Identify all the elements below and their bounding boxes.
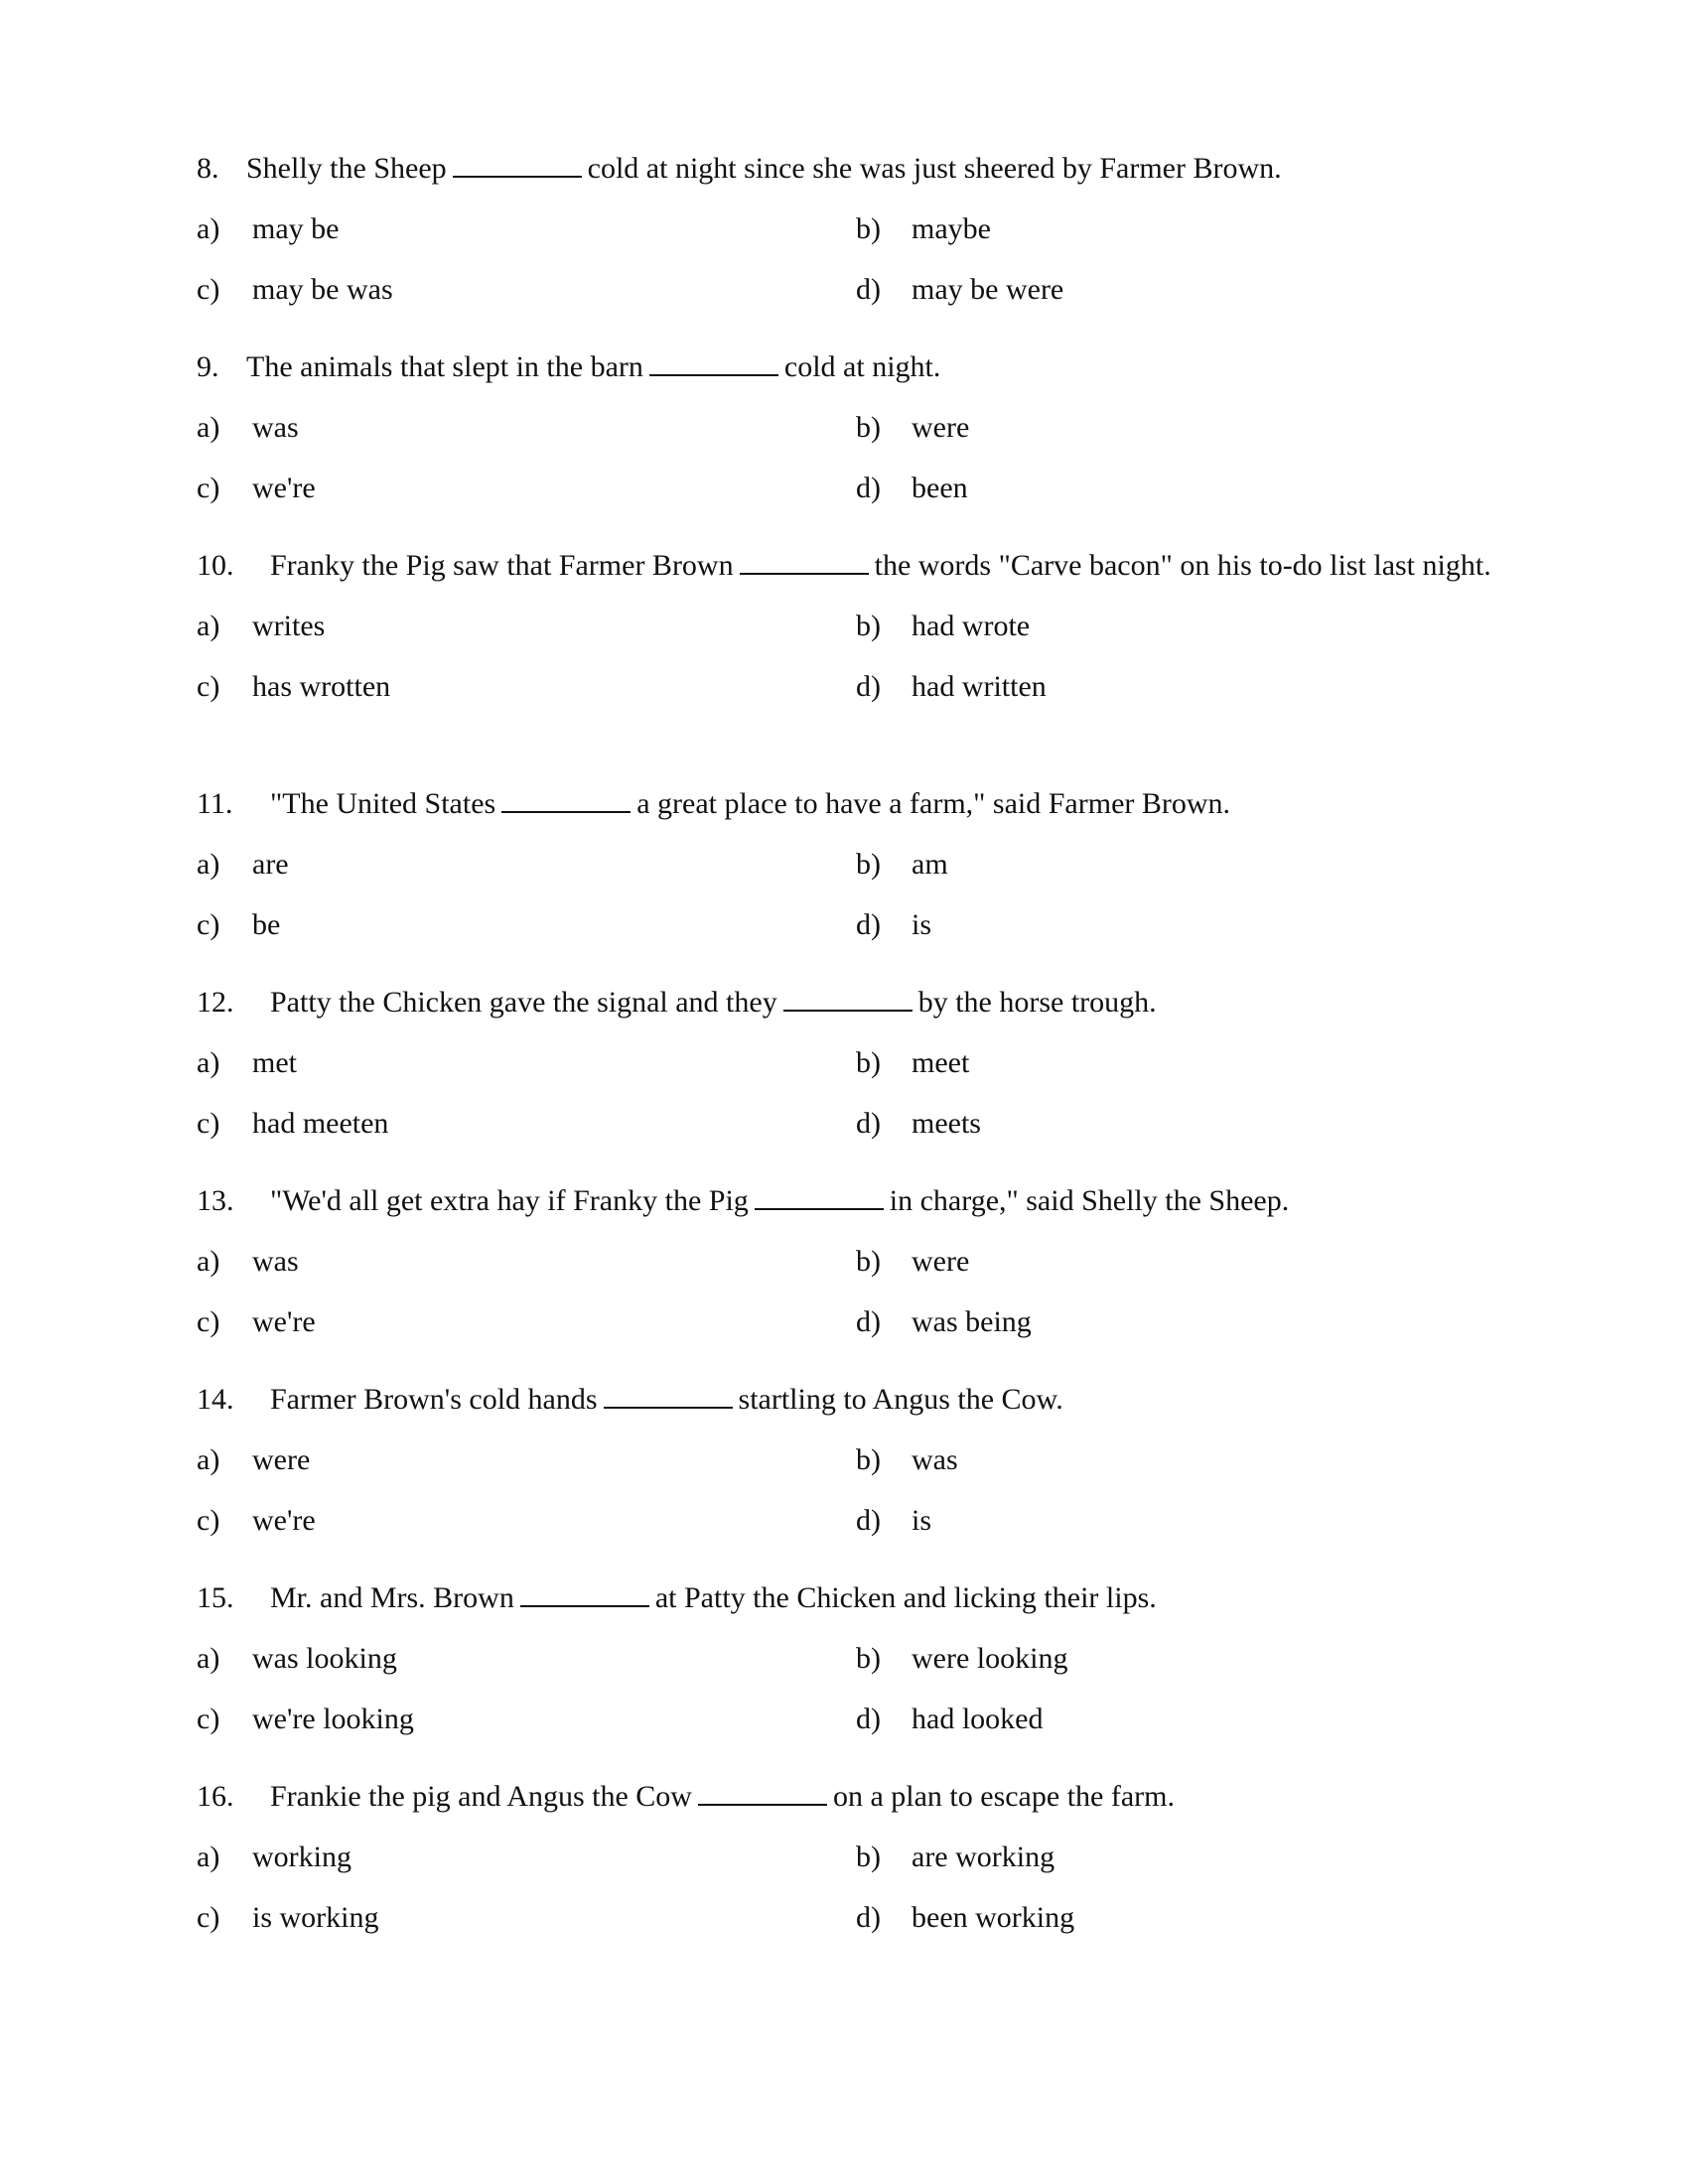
option-letter: c) <box>197 1703 220 1735</box>
question-text-after: at Patty the Chicken and licking their lips. <box>654 1581 1157 1614</box>
option-text: were <box>912 411 970 444</box>
option-d[interactable] <box>856 1501 931 1540</box>
option-letter: a) <box>197 848 220 881</box>
option-text: am <box>912 848 948 881</box>
option-text: had wrote <box>912 610 1031 642</box>
option-a[interactable] <box>197 607 325 645</box>
option-c[interactable] <box>197 905 280 944</box>
question-text-after: cold at night. <box>783 350 941 383</box>
answer-blank <box>604 1381 733 1409</box>
option-letter: a) <box>197 610 220 642</box>
question-11 <box>197 784 1507 966</box>
option-letter: a) <box>197 1841 220 1873</box>
answer-blank <box>783 984 913 1012</box>
option-text: are <box>252 848 289 881</box>
answer-options <box>197 1043 1507 1164</box>
option-letter: b) <box>856 411 881 444</box>
option-b[interactable] <box>856 408 969 447</box>
option-text: been <box>912 472 968 504</box>
option-b[interactable] <box>856 607 1030 645</box>
answer-options <box>197 845 1507 966</box>
option-letter: d) <box>856 670 881 703</box>
option-b[interactable] <box>856 1838 1055 1876</box>
answer-options <box>197 1242 1507 1363</box>
option-letter: c) <box>197 1504 220 1537</box>
option-text: may be were <box>912 273 1064 306</box>
option-text: is <box>912 908 932 941</box>
option-text: is <box>912 1504 932 1537</box>
question-number: 12. <box>197 986 234 1019</box>
option-text: be <box>252 908 281 941</box>
option-letter: c) <box>197 1901 220 1934</box>
option-letter: d) <box>856 1901 881 1934</box>
question-text-after: on a plan to escape the farm. <box>832 1780 1175 1813</box>
question-number: 16. <box>197 1780 234 1813</box>
option-text: was looking <box>252 1642 397 1675</box>
question-16 <box>197 1777 1507 1959</box>
option-text: were <box>252 1443 311 1476</box>
option-b[interactable] <box>856 209 991 248</box>
answer-options <box>197 1440 1507 1562</box>
option-a[interactable] <box>197 1639 397 1678</box>
option-text: may be was <box>252 273 393 306</box>
option-letter: c) <box>197 908 220 941</box>
option-d[interactable] <box>856 905 931 944</box>
answer-blank <box>501 785 631 813</box>
option-b[interactable] <box>856 1043 969 1082</box>
option-text: may be <box>252 212 340 245</box>
question-13 <box>197 1181 1507 1363</box>
option-a[interactable] <box>197 1043 297 1082</box>
option-text: was <box>252 411 299 444</box>
question-text-before: The animals that slept in the barn <box>246 350 643 383</box>
option-text: meet <box>912 1046 970 1079</box>
option-letter: b) <box>856 212 881 245</box>
question-14 <box>197 1380 1507 1562</box>
answer-options <box>197 607 1507 728</box>
option-letter: b) <box>856 848 881 881</box>
answer-options <box>197 1838 1507 1959</box>
option-letter: c) <box>197 472 220 504</box>
option-text: were looking <box>912 1642 1068 1675</box>
question-text-after: in charge," said Shelly the Sheep. <box>889 1184 1290 1217</box>
option-text: had looked <box>912 1703 1044 1735</box>
option-a[interactable] <box>197 1440 310 1479</box>
option-letter: a) <box>197 1642 220 1675</box>
option-letter: a) <box>197 1245 220 1278</box>
question-text-after: cold at night since she was just sheered by Farmer Brown. <box>587 152 1282 185</box>
answer-blank <box>453 150 582 178</box>
option-c[interactable] <box>197 1302 316 1341</box>
option-text: we're <box>252 472 316 504</box>
option-letter: b) <box>856 1046 881 1079</box>
option-letter: c) <box>197 273 220 306</box>
option-letter: d) <box>856 908 881 941</box>
option-d[interactable] <box>856 667 1047 706</box>
option-letter: b) <box>856 1642 881 1675</box>
question-text-before: "The United States <box>270 787 496 820</box>
option-letter: a) <box>197 1443 220 1476</box>
option-text: was being <box>912 1305 1032 1338</box>
option-letter: b) <box>856 1245 881 1278</box>
question-number: 14. <box>197 1383 234 1416</box>
option-text: we're <box>252 1305 316 1338</box>
question-text-after: by the horse trough. <box>917 986 1157 1019</box>
option-text: is working <box>252 1901 379 1934</box>
question-text-before: Patty the Chicken gave the signal and they <box>270 986 777 1019</box>
answer-blank <box>520 1579 649 1607</box>
question-text-after: the words "Carve bacon" on his to-do list last night. <box>874 549 1491 582</box>
option-letter: d) <box>856 1107 881 1140</box>
option-d[interactable] <box>856 469 968 507</box>
option-text: was <box>252 1245 299 1278</box>
question-9 <box>197 347 1507 529</box>
option-letter: a) <box>197 212 220 245</box>
option-letter: b) <box>856 610 881 642</box>
option-c[interactable] <box>197 1501 316 1540</box>
option-text: been working <box>912 1901 1075 1934</box>
option-text: writes <box>252 610 326 642</box>
answer-options <box>197 209 1507 331</box>
option-text: we're <box>252 1504 316 1537</box>
question-text-before: "We'd all get extra hay if Franky the Pig <box>270 1184 749 1217</box>
option-text: working <box>252 1841 352 1873</box>
question-number: 15. <box>197 1581 234 1614</box>
option-letter: a) <box>197 411 220 444</box>
option-text: was <box>912 1443 958 1476</box>
question-number: 11. <box>197 787 233 820</box>
question-text-before: Shelly the Sheep <box>246 152 447 185</box>
option-letter: c) <box>197 670 220 703</box>
option-c[interactable] <box>197 469 316 507</box>
question-number: 13. <box>197 1184 234 1217</box>
answer-blank <box>649 348 778 376</box>
option-c[interactable] <box>197 1898 379 1937</box>
option-c[interactable] <box>197 270 393 309</box>
option-text: met <box>252 1046 297 1079</box>
question-15 <box>197 1578 1507 1760</box>
answer-blank <box>740 547 869 575</box>
question-text-before: Mr. and Mrs. Brown <box>270 1581 514 1614</box>
answer-blank <box>755 1182 884 1210</box>
option-d[interactable] <box>856 1700 1043 1738</box>
option-text: had written <box>912 670 1047 703</box>
option-text: we're looking <box>252 1703 414 1735</box>
option-letter: c) <box>197 1107 220 1140</box>
question-text-before: Frankie the pig and Angus the Cow <box>270 1780 692 1813</box>
option-letter: b) <box>856 1443 881 1476</box>
option-text: were <box>912 1245 970 1278</box>
option-text: meets <box>912 1107 981 1140</box>
option-d[interactable] <box>856 1104 981 1143</box>
option-c[interactable] <box>197 1104 388 1143</box>
question-text-before: Farmer Brown's cold hands <box>270 1383 598 1416</box>
option-text: maybe <box>912 212 991 245</box>
question-12 <box>197 983 1507 1164</box>
option-a[interactable] <box>197 408 299 447</box>
option-b[interactable] <box>856 1639 1067 1678</box>
option-text: are working <box>912 1841 1055 1873</box>
option-letter: d) <box>856 273 881 306</box>
option-letter: d) <box>856 1504 881 1537</box>
option-b[interactable] <box>856 1440 958 1479</box>
option-a[interactable] <box>197 845 289 884</box>
question-text-after: a great place to have a farm," said Farmer Brown. <box>636 787 1231 820</box>
question-number: 10. <box>197 549 234 582</box>
question-text-after: startling to Angus the Cow. <box>738 1383 1063 1416</box>
option-text: had meeten <box>252 1107 389 1140</box>
question-8 <box>197 149 1507 331</box>
option-d[interactable] <box>856 1302 1032 1341</box>
option-letter: d) <box>856 472 881 504</box>
option-letter: d) <box>856 1305 881 1338</box>
option-c[interactable] <box>197 1700 414 1738</box>
question-number: 8. <box>197 152 219 185</box>
option-d[interactable] <box>856 1898 1074 1937</box>
answer-blank <box>698 1778 827 1806</box>
question-text-before: Franky the Pig saw that Farmer Brown <box>270 549 734 582</box>
question-10 <box>197 546 1507 728</box>
option-d[interactable] <box>856 270 1063 309</box>
option-letter: c) <box>197 1305 220 1338</box>
option-a[interactable] <box>197 1242 299 1281</box>
option-b[interactable] <box>856 845 948 884</box>
question-number: 9. <box>197 350 219 383</box>
option-letter: b) <box>856 1841 881 1873</box>
option-a[interactable] <box>197 209 339 248</box>
answer-options <box>197 1639 1507 1760</box>
option-b[interactable] <box>856 1242 969 1281</box>
option-c[interactable] <box>197 667 390 706</box>
option-letter: a) <box>197 1046 220 1079</box>
answer-options <box>197 408 1507 529</box>
option-text: has wrotten <box>252 670 391 703</box>
option-letter: d) <box>856 1703 881 1735</box>
option-a[interactable] <box>197 1838 352 1876</box>
